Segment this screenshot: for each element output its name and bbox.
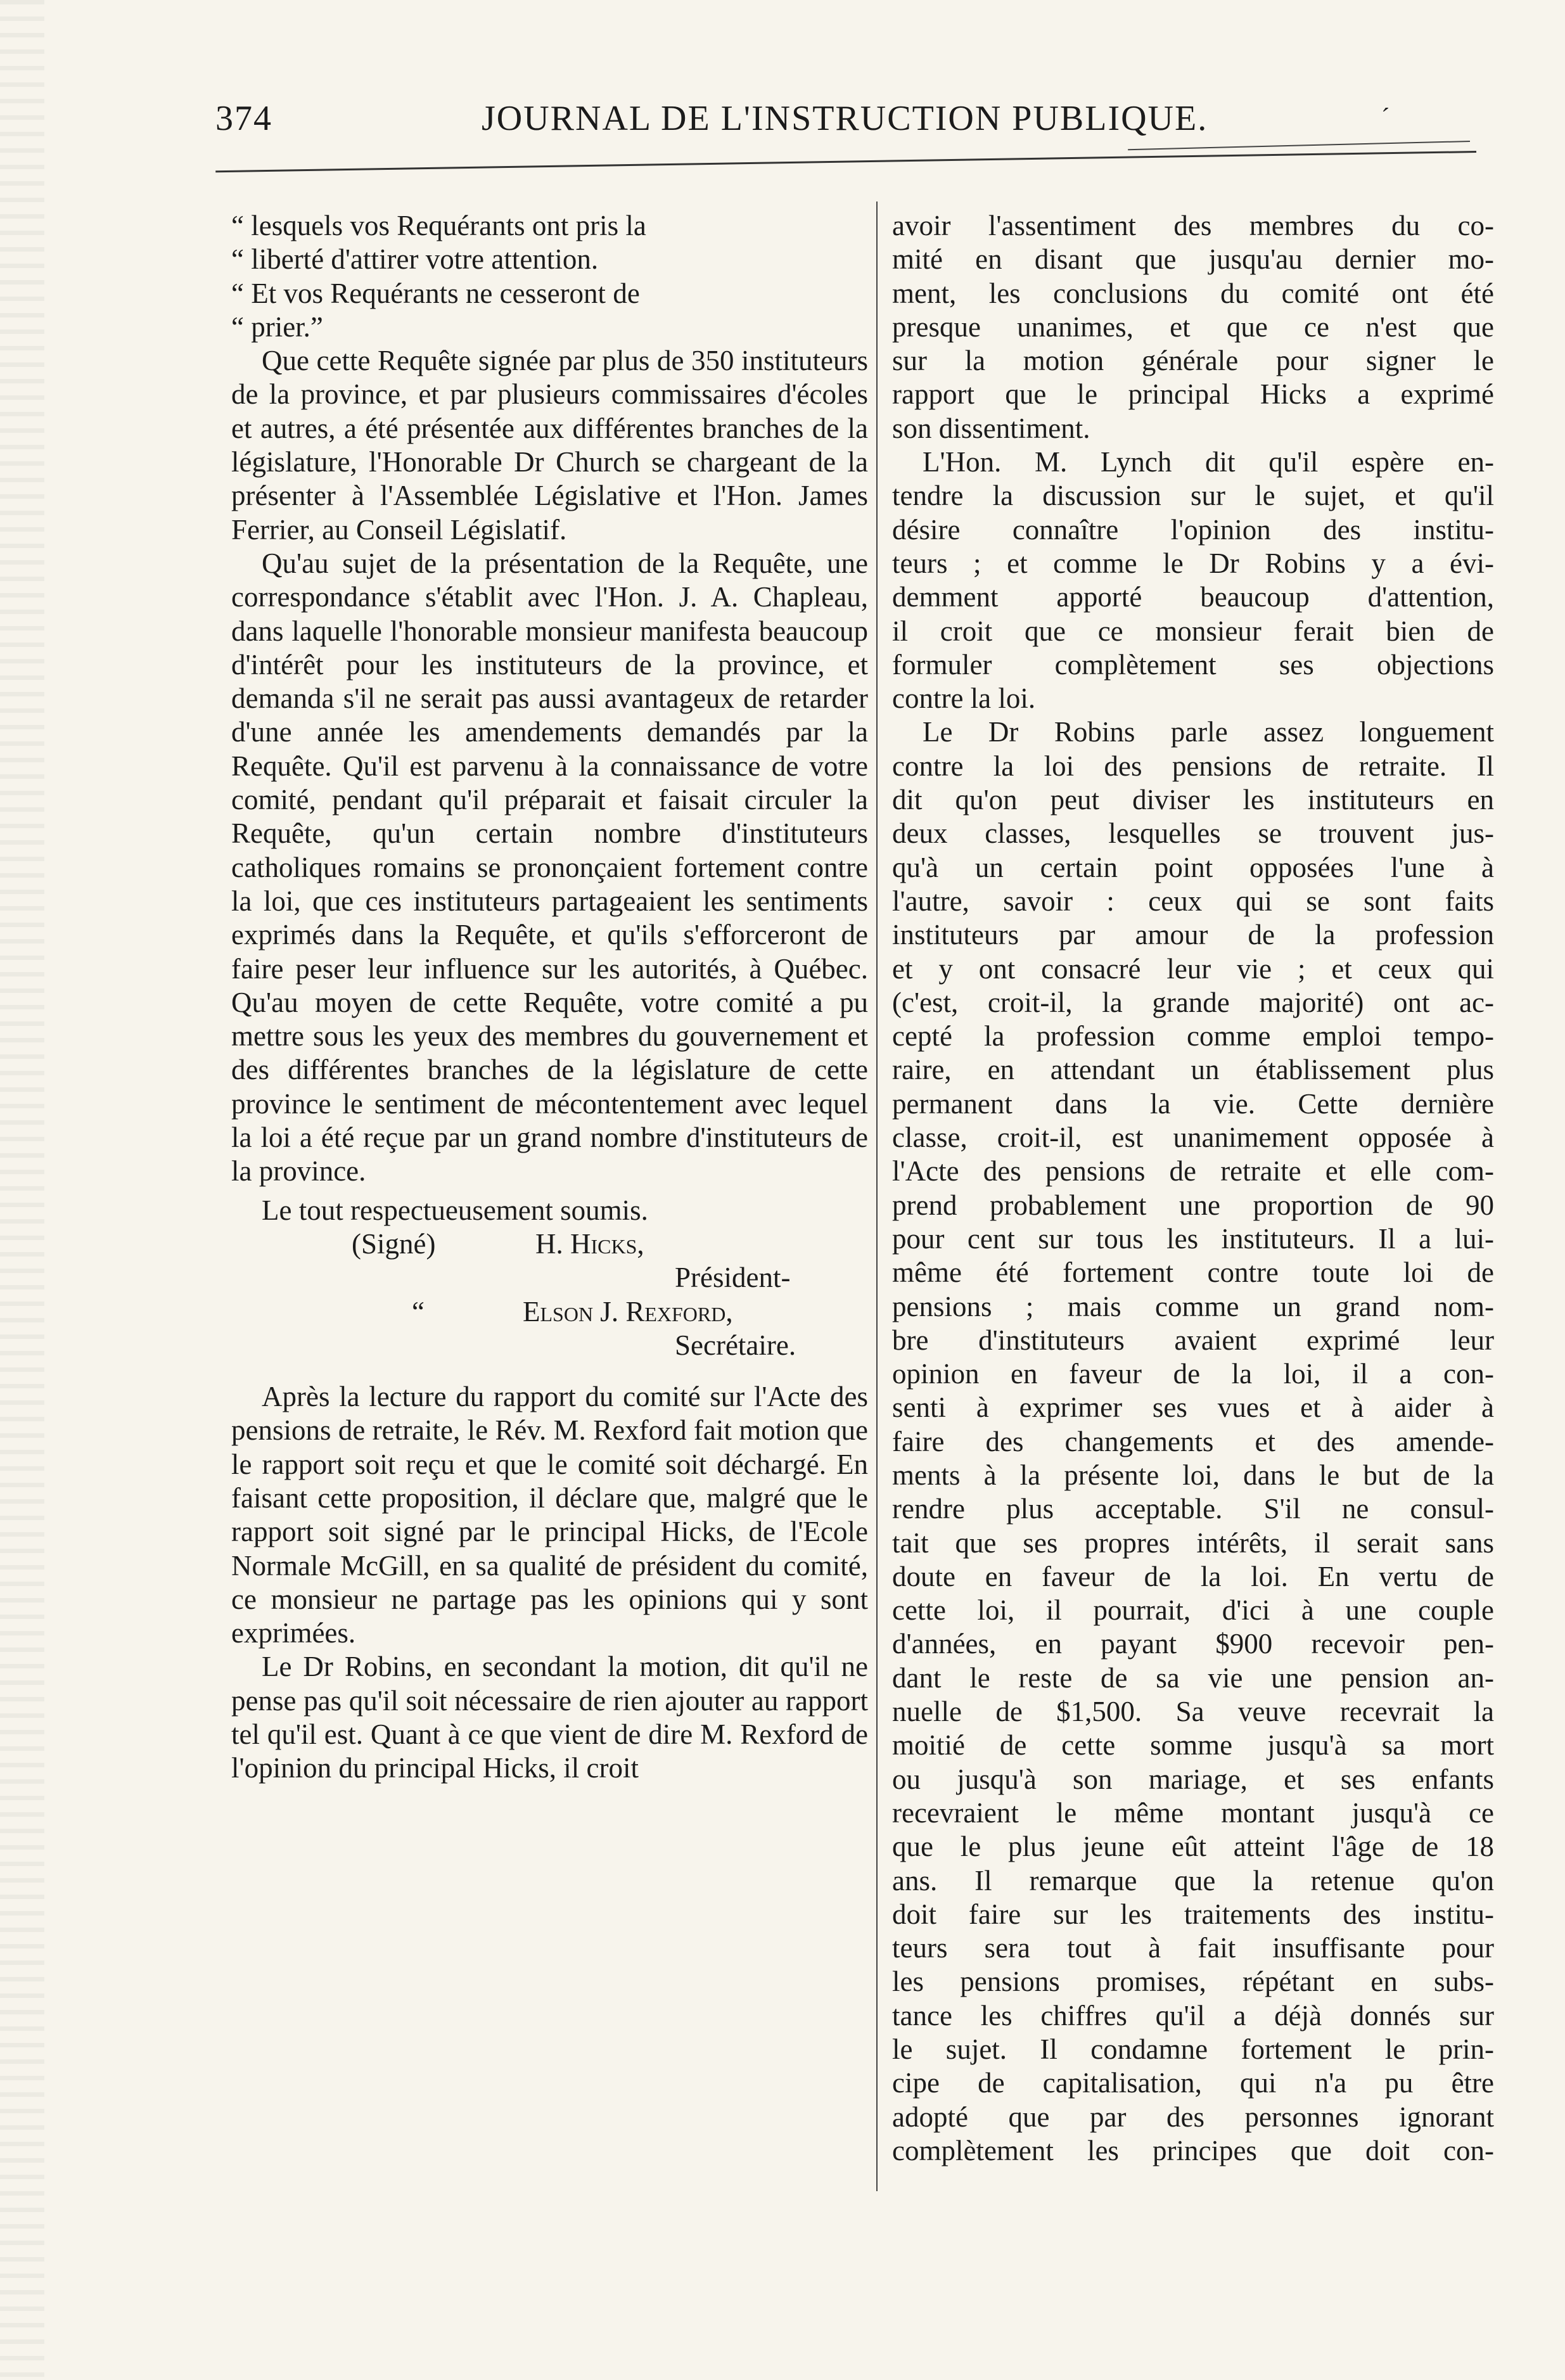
text-line: le sujet. Il condamne fortement le prin- — [892, 2033, 1494, 2066]
text-line: cipe de capitalisation, qui n'a pu être — [892, 2067, 1494, 2099]
signer-title: Président- — [675, 1262, 791, 1294]
text-line: mité en disant que jusqu'au dernier mo- — [892, 243, 1494, 276]
signature-block — [231, 1227, 868, 1362]
text-line: d'années, en payant $900 recevoir pen- — [892, 1628, 1494, 1660]
text-line: contre la loi. — [892, 682, 1036, 715]
text-line: (c'est, croit-il, la grande majorité) ont ac- — [892, 986, 1494, 1018]
text-line: faire des changements et des amende- — [892, 1425, 1494, 1457]
signer-title: Secrétaire. — [675, 1329, 796, 1361]
text-line: il croit que ce monsieur ferait bien de — [892, 615, 1494, 647]
text-line: dit qu'on peut diviser les instituteurs en — [892, 784, 1494, 816]
header-mark: ´ — [1381, 103, 1390, 131]
signed-label: (Signé) — [352, 1227, 436, 1260]
text-line: opinion en faveur de la loi, il a con- — [892, 1358, 1494, 1390]
text-line: doute en faveur de la loi. En vertu de — [892, 1560, 1494, 1592]
text-line: pour cent sur tous les instituteurs. Il a lui- — [892, 1222, 1494, 1255]
quote-line: “ prier.” — [231, 310, 323, 343]
text-line: permanent dans la vie. Cette dernière — [892, 1087, 1494, 1120]
text-line: prend probablement une proportion de 90 — [892, 1189, 1494, 1221]
text-line: cette loi, il pourrait, d'ici à une couple — [892, 1594, 1494, 1627]
signer-name: H. Hicks, — [535, 1227, 644, 1260]
paragraph: Après la lecture du rapport du comité sur l'Acte des pensions de retraite, le Rév. M. Rexford fait motion que le rapport soit reçu et que le comité soit déchargé. En faisant cette proposition, il déclare que, malgré que le rapport soit signé par le principal Hicks, de l'Ecole Normale McGill, en sa qualité de président du comité, ce monsieur ne partage pas les opinions qui y sont exprimées. — [231, 1381, 868, 1649]
page-edge-shadow — [0, 0, 44, 2380]
text-line: tendre la discussion sur le sujet, et qu'il — [892, 480, 1494, 512]
closing-line: Le tout respectueusement soumis. — [262, 1194, 648, 1226]
text-line: teurs ; et comme le Dr Robins y a évi- — [892, 547, 1494, 579]
text-line: qu'à un certain point opposées l'une à — [892, 851, 1494, 883]
text-line: ou jusqu'à son mariage, et ses enfants — [892, 1763, 1494, 1795]
quote-line: “ Et vos Requérants ne cesseront de — [231, 277, 640, 309]
text-line: cepté la profession comme emploi tempo- — [892, 1020, 1494, 1052]
text-line: ans. Il remarque que la retenue qu'on — [892, 1864, 1494, 1897]
text-line: deux classes, lesquelles se trouvent jus- — [892, 817, 1494, 850]
column-divider — [876, 202, 878, 2191]
text-line: nuelle de $1,500. Sa veuve recevrait la — [892, 1696, 1494, 1728]
text-line: rapport que le principal Hicks a exprimé — [892, 378, 1494, 411]
text-line: presque unanimes, et que ce n'est que — [892, 310, 1494, 343]
right-column — [892, 209, 1494, 2168]
text-line: l'Acte des pensions de retraite et elle com- — [892, 1155, 1494, 1187]
text-line: ments à la présente loi, dans le but de la — [892, 1459, 1494, 1491]
quote-line: “ liberté d'attirer votre attention. — [231, 243, 599, 276]
text-line: pensions ; mais comme un grand nom- — [892, 1290, 1494, 1322]
text-line: sur la motion générale pour signer le — [892, 345, 1494, 377]
text-line: les pensions promises, répétant en subs- — [892, 1966, 1494, 1998]
signer-name: Elson J. Rexford, — [523, 1295, 733, 1328]
ditto-mark: “ — [412, 1295, 425, 1328]
text-line: senti à exprimer ses vues et à aider à — [892, 1392, 1494, 1424]
text-line: contre la loi des pensions de retraite. Il — [892, 750, 1494, 782]
text-line: adopté que par des personnes ignorant — [892, 2101, 1494, 2133]
page-number: 374 — [215, 99, 272, 138]
paragraph: Qu'au sujet de la présentation de la Requête, une correspondance s'établit avec l'Hon. J. A. Chapleau, dans laquelle l'honorable monsieur manifesta beaucoup d'intérêt pour les instituteurs de la province, et demanda s'il ne serait pas aussi avantageux de retarder d'une année les amendements demandés par la Requête. Qu'il est parvenu à la connaissance de votre comité, pendant qu'il préparait et faisait circuler la Requête, qu'un certain nombre d'instituteurs catholiques romains se prononçaient fortement contre la loi, que ces instituteurs partageaient les sentiments exprimés dans la Requête, et qu'ils s'efforceront de faire peser leur influence sur les autorités, à Québec. Qu'au moyen de cette Requête, votre comité a pu mettre sous les yeux des membres du gouvernement et des différentes branches de la législature de cette province le sentiment de mécontentement avec lequel la loi a été reçue par un grand nombre d'instituteurs de la province. — [231, 547, 868, 1187]
text-line: et y ont consacré leur vie ; et ceux qui — [892, 952, 1494, 985]
running-title: JOURNAL DE L'INSTRUCTION PUBLIQUE. — [482, 99, 1208, 138]
text-line: désire connaître l'opinion des institu- — [892, 513, 1494, 546]
text-line: ment, les conclusions du comité ont été — [892, 277, 1494, 309]
left-column — [231, 209, 868, 1786]
text-line: dant le reste de sa vie une pension an- — [892, 1661, 1494, 1694]
text-line: tance les chiffres qu'il a déjà donnés sur — [892, 1999, 1494, 2031]
text-line: instituteurs par amour de la profession — [892, 919, 1494, 951]
text-line: teurs sera tout à fait insuffisante pour — [892, 1932, 1494, 1964]
text-line: l'autre, savoir : ceux qui se sont faits — [892, 885, 1494, 917]
text-line: avoir l'assentiment des membres du co- — [892, 210, 1494, 241]
text-line: formuler complètement ses objections — [892, 648, 1494, 681]
text-line: demment apporté beaucoup d'attention, — [892, 581, 1494, 613]
paragraph: Que cette Requête signée par plus de 350 instituteurs de la province, et par plusieurs commissaires d'écoles et autres, a été présentée aux différentes branches de la législature, l'Honorable Dr Church se chargeant de la présenter à l'Assemblée Législative et l'Hon. James Ferrier, au Conseil Législatif. — [231, 345, 868, 546]
text-line: Le Dr Robins parle assez longuement — [923, 716, 1494, 748]
text-line: classe, croit-il, est unanimement opposée à — [892, 1122, 1494, 1154]
text-line: raire, en attendant un établissement plus — [892, 1054, 1494, 1086]
header-rule — [215, 151, 1476, 172]
text-line: L'Hon. M. Lynch dit qu'il espère en- — [923, 446, 1494, 478]
paragraph: Le Dr Robins, en secondant la motion, dit qu'il ne pense pas qu'il soit nécessaire de rien ajouter au rapport tel qu'il est. Quant à ce que vient de dire M. Rexford de l'opinion du principal Hicks, il croit — [231, 1651, 868, 1784]
text-line: doit faire sur les traitements des institu- — [892, 1898, 1494, 1930]
text-line: recevraient le même montant jusqu'à ce — [892, 1796, 1494, 1829]
quote-line: “ lesquels vos Requérants ont pris la — [231, 210, 646, 241]
text-line: rendre plus acceptable. S'il ne consul- — [892, 1493, 1494, 1525]
text-line: moitié de cette somme jusqu'à sa mort — [892, 1729, 1494, 1762]
text-line: tait que ses propres intérêts, il serait sans — [892, 1526, 1494, 1559]
text-line: bre d'instituteurs avaient exprimé leur — [892, 1324, 1494, 1356]
text-line: son dissentiment. — [892, 412, 1090, 444]
running-header — [215, 98, 1470, 149]
text-line: complètement les principes que doit con- — [892, 2134, 1494, 2166]
text-line: que le plus jeune eût atteint l'âge de 18 — [892, 1831, 1494, 1863]
text-line: même été fortement contre toute loi de — [892, 1257, 1494, 1289]
